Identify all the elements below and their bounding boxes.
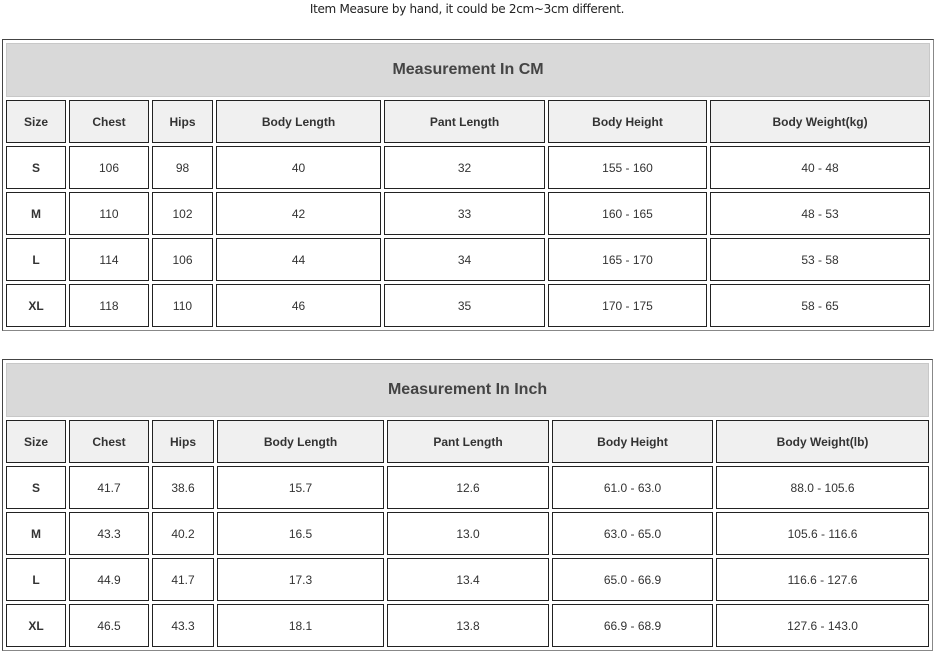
chest-cell: 41.7 [69, 466, 149, 509]
column-header-size: Size [6, 100, 66, 143]
header-row [6, 100, 930, 143]
column-header-size: Size [6, 420, 66, 463]
pant-length-cell: 13.8 [387, 604, 549, 647]
chest-cell: 44.9 [69, 558, 149, 601]
column-header-chest: Chest [69, 100, 149, 143]
hips-cell: 106 [152, 238, 213, 281]
body-weight-cell: 40 - 48 [710, 146, 930, 189]
column-header-body-weight: Body Weight(kg) [710, 100, 930, 143]
body-length-cell: 18.1 [217, 604, 384, 647]
table-row [6, 512, 929, 555]
pant-length-cell: 35 [384, 284, 545, 327]
hips-cell: 40.2 [152, 512, 214, 555]
hips-cell: 102 [152, 192, 213, 235]
body-height-cell: 66.9 - 68.9 [552, 604, 713, 647]
column-header-body-weight: Body Weight(lb) [716, 420, 929, 463]
pant-length-cell: 32 [384, 146, 545, 189]
chest-cell: 114 [69, 238, 149, 281]
pant-length-cell: 13.0 [387, 512, 549, 555]
body-length-cell: 40 [216, 146, 381, 189]
table-row [6, 604, 929, 647]
size-cell: M [6, 512, 66, 555]
size-cell: XL [6, 284, 66, 327]
body-height-cell: 61.0 - 63.0 [552, 466, 713, 509]
measurement-note: Item Measure by hand, it could be 2cm~3cm different. [309, 2, 625, 16]
size-cell: M [6, 192, 66, 235]
chest-cell: 106 [69, 146, 149, 189]
size-cell: S [6, 466, 66, 509]
body-length-cell: 46 [216, 284, 381, 327]
size-cell: S [6, 146, 66, 189]
chest-cell: 46.5 [69, 604, 149, 647]
body-height-cell: 165 - 170 [548, 238, 707, 281]
column-header-hips: Hips [152, 420, 214, 463]
body-weight-cell: 58 - 65 [710, 284, 930, 327]
column-header-body-length: Body Length [217, 420, 384, 463]
chest-cell: 43.3 [69, 512, 149, 555]
body-weight-cell: 88.0 - 105.6 [716, 466, 929, 509]
body-height-cell: 155 - 160 [548, 146, 707, 189]
column-header-pant-length: Pant Length [384, 100, 545, 143]
column-header-body-height: Body Height [548, 100, 707, 143]
body-length-cell: 17.3 [217, 558, 384, 601]
size-cell: XL [6, 604, 66, 647]
pant-length-cell: 33 [384, 192, 545, 235]
body-weight-cell: 116.6 - 127.6 [716, 558, 929, 601]
table-row [6, 466, 929, 509]
body-height-cell: 170 - 175 [548, 284, 707, 327]
column-header-pant-length: Pant Length [387, 420, 549, 463]
body-weight-cell: 53 - 58 [710, 238, 930, 281]
table-row [6, 192, 930, 235]
body-height-cell: 65.0 - 66.9 [552, 558, 713, 601]
pant-length-cell: 13.4 [387, 558, 549, 601]
header-row [6, 420, 929, 463]
pant-length-cell: 12.6 [387, 466, 549, 509]
body-height-cell: 63.0 - 65.0 [552, 512, 713, 555]
body-weight-cell: 48 - 53 [710, 192, 930, 235]
hips-cell: 98 [152, 146, 213, 189]
body-length-cell: 42 [216, 192, 381, 235]
table-row [6, 284, 930, 327]
column-header-hips: Hips [152, 100, 213, 143]
column-header-body-height: Body Height [552, 420, 713, 463]
size-chart-cm [2, 39, 934, 331]
hips-cell: 38.6 [152, 466, 214, 509]
table-title: Measurement In CM [6, 43, 930, 97]
body-length-cell: 15.7 [217, 466, 384, 509]
table-title: Measurement In Inch [6, 363, 929, 417]
hips-cell: 41.7 [152, 558, 214, 601]
table-row [6, 146, 930, 189]
body-length-cell: 16.5 [217, 512, 384, 555]
size-cell: L [6, 558, 66, 601]
table-row [6, 558, 929, 601]
size-chart-inch [2, 359, 933, 651]
column-header-chest: Chest [69, 420, 149, 463]
size-cell: L [6, 238, 66, 281]
body-length-cell: 44 [216, 238, 381, 281]
table-row [6, 238, 930, 281]
chest-cell: 118 [69, 284, 149, 327]
pant-length-cell: 34 [384, 238, 545, 281]
hips-cell: 110 [152, 284, 213, 327]
chest-cell: 110 [69, 192, 149, 235]
body-weight-cell: 127.6 - 143.0 [716, 604, 929, 647]
column-header-body-length: Body Length [216, 100, 381, 143]
body-height-cell: 160 - 165 [548, 192, 707, 235]
hips-cell: 43.3 [152, 604, 214, 647]
body-weight-cell: 105.6 - 116.6 [716, 512, 929, 555]
